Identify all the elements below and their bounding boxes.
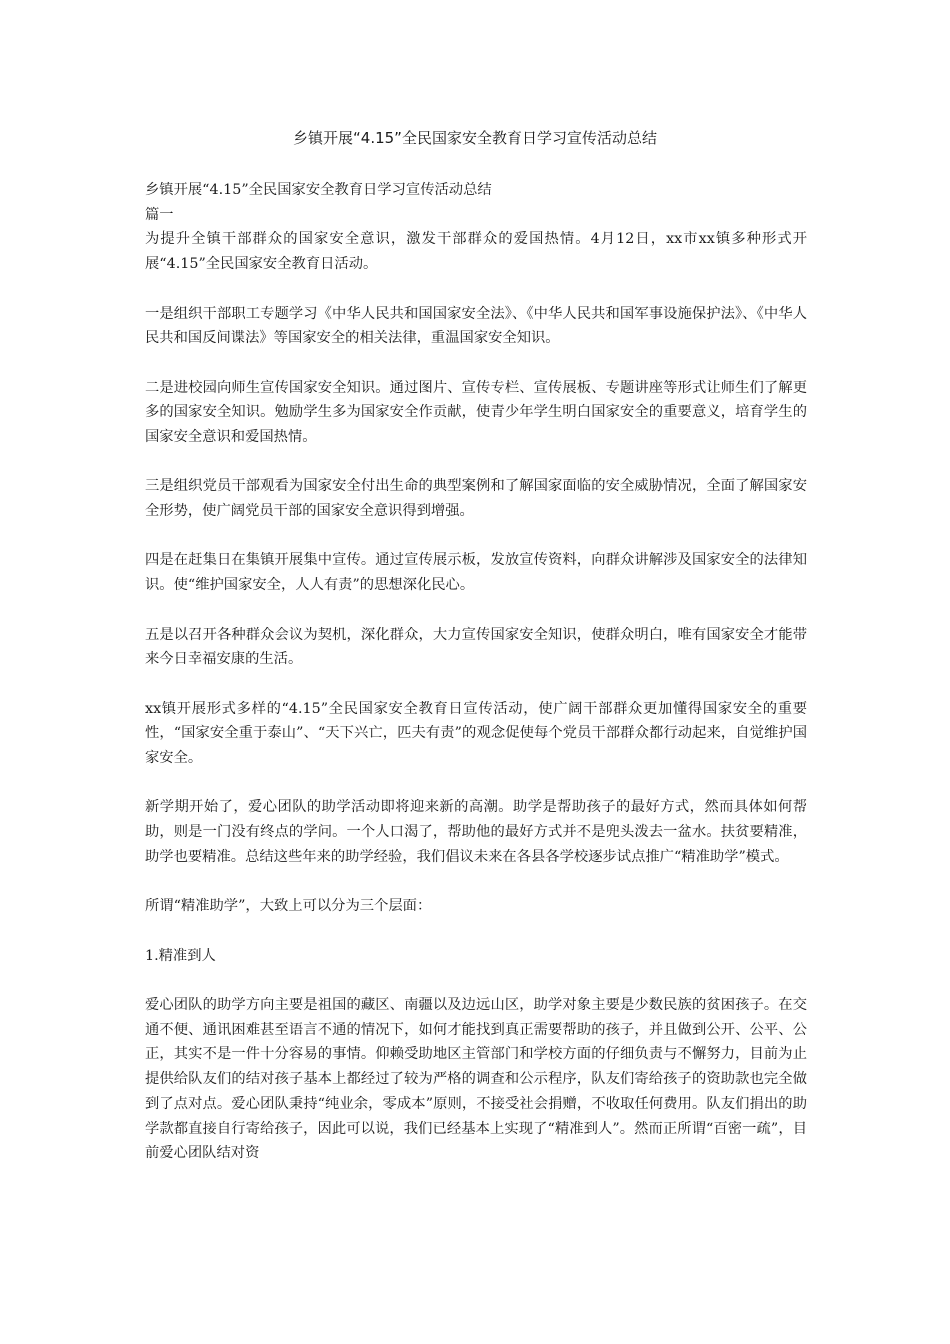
paragraph-item-5: 五是以召开各种群众会议为契机，深化群众，大力宣传国家安全知识，使群众明白，唯有国家安全才能带来今日幸福安康的生活。: [145, 626, 807, 668]
paragraph-item-3: 三是组织党员干部观看为国家安全付出生命的典型案例和了解国家面临的安全威胁情况，全面了解国家安全形势，使广阔党员干部的国家安全意识得到增强。: [145, 478, 807, 520]
paragraph-precise-to-person: 爱心团队的助学方向主要是祖国的藏区、南疆以及边远山区，助学对象主要是少数民族的贫困孩子。在交通不便、通讯困难甚至语言不通的情况下，如何才能找到真正需要帮助的孩子，并且做到公开、公平、公正，其实不是一件十分容易的事情。仰赖受助地区主管部门和学校方面的仔细负责与不懈努力，目前为止提供给队友们的结对孩子基本上都经过了较为严格的调查和公示程序，队友们寄给孩子的资助款也完全做到了点对点。爱心团队秉持“纯业余，零成本”原则，不接受社会捐赠，不收取任何费用。队友们捐出的助学款都直接自行寄给孩子，因此可以说，我们已经基本上实现了“精准到人”。然而正所谓“百密一疏”，目前爱心团队结对资: [145, 997, 807, 1162]
document-subtitle: 乡镇开展“4.15”全民国家安全教育日学习宣传活动总结: [145, 182, 492, 198]
paragraph-precise-aid-intro: 所谓“精准助学”，大致上可以分为三个层面：: [145, 898, 432, 915]
document-title: 乡镇开展“4.15”全民国家安全教育日学习宣传活动总结: [293, 129, 657, 147]
document-body: [145, 178, 807, 1166]
paragraph-item-1: 一是组织干部职工专题学习《中华人民共和国国家安全法》、《中华人民共和国军事设施保护法》、《中华人民共和国反间谍法》等国家安全的相关法律，重温国家安全知识。: [145, 305, 807, 347]
paragraph-item-4: 四是在赶集日在集镇开展集中宣传。通过宣传展示板，发放宣传资料，向群众讲解涉及国家安全的法律知识。使“维护国家安全，人人有责”的思想深化民心。: [145, 552, 807, 594]
paragraph-summary: xx镇开展形式多样的“4.15”全民国家安全教育日宣传活动，使广阔干部群众更加懂得国家安全的重要性，“国家安全重于泰山”、“天下兴亡，匹夫有责”的观念促使每个党员干部群众都行动起来，自觉维护国家安全。: [145, 700, 807, 767]
paragraph-item-2: 二是进校园向师生宣传国家安全知识。通过图片、宣传专栏、宣传展板、专题讲座等形式让师生们了解更多的国家安全知识。勉励学生多为国家安全作贡献，使青少年学生明白国家安全的重要意义，培育学生的国家安全意识和爱国热情。: [145, 379, 807, 445]
section-label: 篇一: [145, 206, 174, 223]
paragraph-new-semester: 新学期开始了，爱心团队的助学活动即将迎来新的高潮。助学是帮助孩子的最好方式，然而具体如何帮助，则是一门没有终点的学问。一个人口渴了，帮助他的最好方式并不是兜头泼去一盆水。扶贫要精准，助学也要精准。总结这些年来的助学经验，我们倡议未来在各县各学校逐步试点推广“精准助学”模式。: [145, 799, 807, 865]
section-heading-precise-to-person: 1.精准到人: [145, 947, 216, 964]
paragraph-intro: 为提升全镇干部群众的国家安全意识，激发干部群众的爱国热情。4月12日，xx市xx镇多种形式开展“4.15”全民国家安全教育日活动。: [145, 231, 807, 273]
